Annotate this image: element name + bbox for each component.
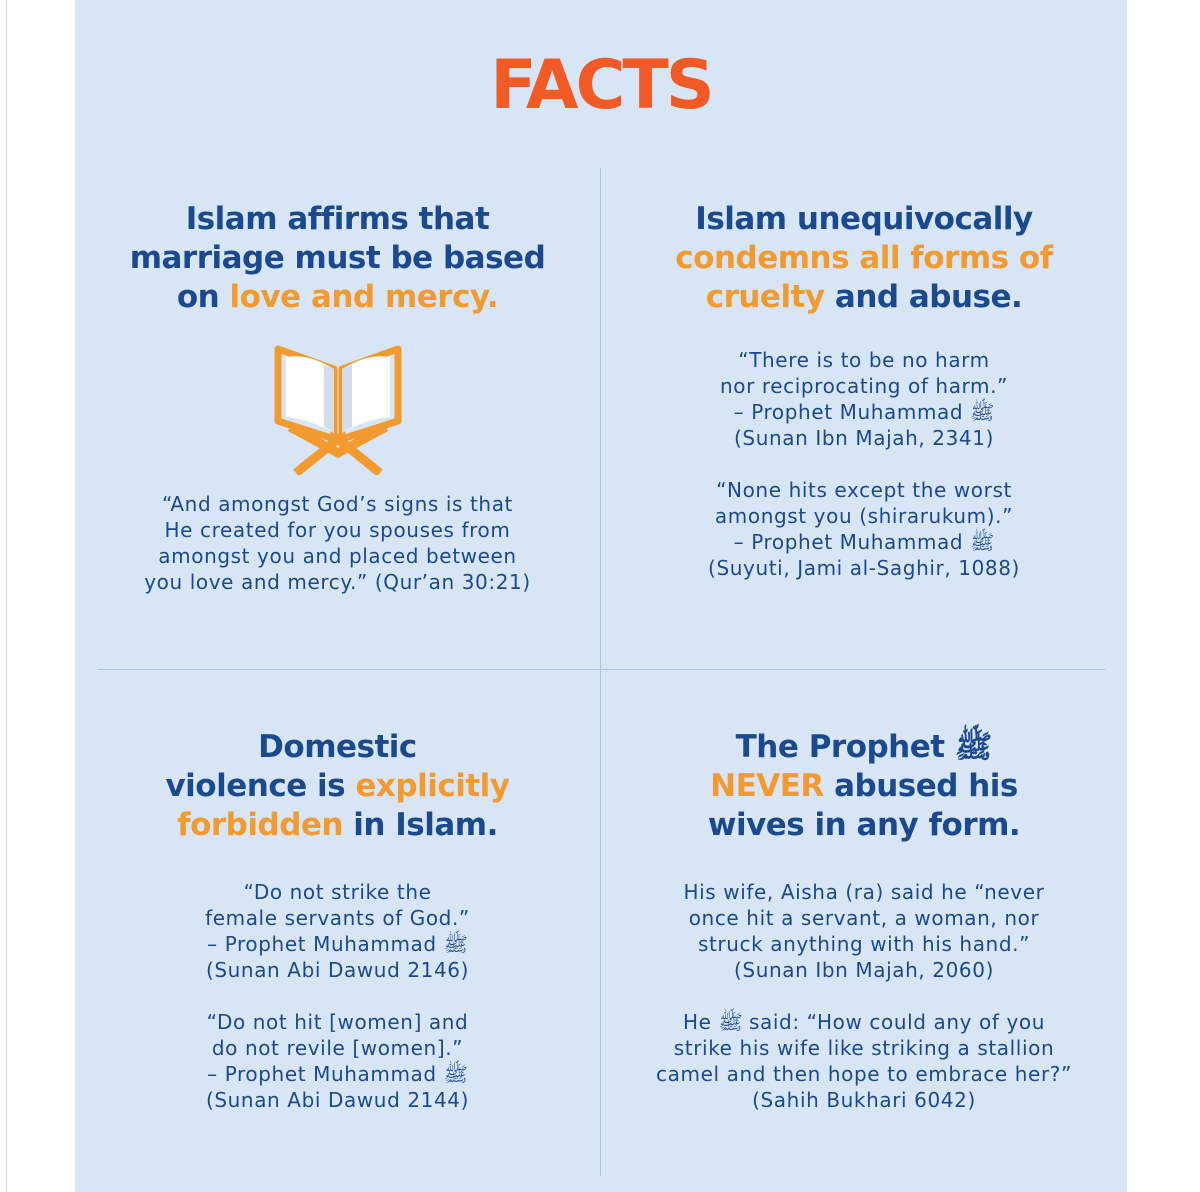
quote-line: “Do not strike the (243, 880, 432, 904)
fact-heading (601, 200, 1127, 317)
heading-line: Islam affirms that (185, 201, 490, 237)
facts-panel (75, 0, 1127, 1192)
quote-block (601, 879, 1127, 1113)
quote-line: His wife, Aisha (ra) said he “never (683, 880, 1045, 904)
heading-highlight: love and mercy. (229, 279, 499, 315)
quote-line: “There is to be no harm (738, 348, 990, 372)
quote-line: amongst you (shirarukum).” (714, 504, 1014, 528)
quote-attribution: – Prophet Muhammad ﷺ (733, 530, 995, 554)
quote-line: you love and mercy.” (Qur’an 30:21) (144, 570, 531, 594)
heading-line: Domestic (258, 729, 417, 765)
heading-text: abused his (823, 768, 1018, 804)
heading-line: marriage must be based (129, 240, 546, 276)
heading-highlight: condemns all forms of (675, 240, 1053, 276)
quote-line: amongst you and placed between (158, 544, 517, 568)
quote-block (75, 491, 600, 595)
heading-highlight: cruelty (705, 279, 825, 315)
quote-line: camel and then hope to embrace her?” (656, 1062, 1072, 1086)
quote-line: “And amongst God’s signs is that (162, 492, 513, 516)
heading-highlight: forbidden (177, 807, 343, 843)
quote-attribution: – Prophet Muhammad ﷺ (207, 1062, 468, 1086)
quote-source: (Suyuti, Jami al-Saghir, 1088) (708, 556, 1020, 580)
spacer (601, 451, 1127, 477)
fact-cell-domestic-violence (75, 728, 600, 1113)
quote-line: do not revile [women].” (211, 1036, 464, 1060)
quote-attribution: – Prophet Muhammad ﷺ (207, 932, 468, 956)
quote-line: “Do not hit [women] and (206, 1010, 469, 1034)
quran-stand-icon (268, 335, 408, 475)
quote-source: (Sunan Abi Dawud 2146) (205, 958, 470, 982)
quote-line: He created for you spouses from (164, 518, 511, 542)
page-title: FACTS (490, 46, 712, 125)
quote-source: (Sunan Ibn Majah, 2341) (734, 426, 994, 450)
heading-line: The Prophet ﷺ (735, 729, 993, 765)
quote-source: (Sunan Abi Dawud 2144) (205, 1088, 470, 1112)
fact-cell-love-mercy (75, 200, 600, 595)
quote-line: once hit a servant, a woman, nor (688, 906, 1040, 930)
quote-line: He ﷺ said: “How could any of you (682, 1010, 1046, 1034)
heading-text: violence is (165, 768, 356, 804)
heading-text: in Islam. (342, 807, 498, 843)
quote-source: (Sunan Ibn Majah, 2060) (734, 958, 994, 982)
fact-heading (75, 200, 600, 317)
quote-attribution: – Prophet Muhammad ﷺ (733, 400, 995, 424)
quote-line: “None hits except the worst (716, 478, 1012, 502)
heading-text: on (176, 279, 230, 315)
heading-highlight: explicitly (355, 768, 510, 804)
heading-text: and abuse. (824, 279, 1023, 315)
quote-line: female servants of God.” (205, 906, 470, 930)
heading-line: Islam unequivocally (695, 201, 1033, 237)
quote-block (601, 347, 1127, 581)
quote-line: struck anything with his hand.” (697, 932, 1031, 956)
heading-line: wives in any form. (707, 807, 1021, 843)
fact-heading (601, 728, 1127, 845)
spacer (601, 983, 1127, 1009)
fact-cell-condemns-cruelty (601, 200, 1127, 581)
quote-block (75, 879, 600, 1113)
heading-highlight: NEVER (710, 768, 824, 804)
quote-source: (Sahih Bukhari 6042) (752, 1088, 976, 1112)
quote-line: nor reciprocating of harm.” (719, 374, 1009, 398)
spacer (75, 983, 600, 1009)
fact-cell-prophet-never-abused (601, 728, 1127, 1113)
left-edge-line (6, 0, 7, 1192)
quote-line: strike his wife like striking a stallion (673, 1036, 1055, 1060)
fact-heading (75, 728, 600, 845)
horizontal-divider (97, 669, 1105, 670)
